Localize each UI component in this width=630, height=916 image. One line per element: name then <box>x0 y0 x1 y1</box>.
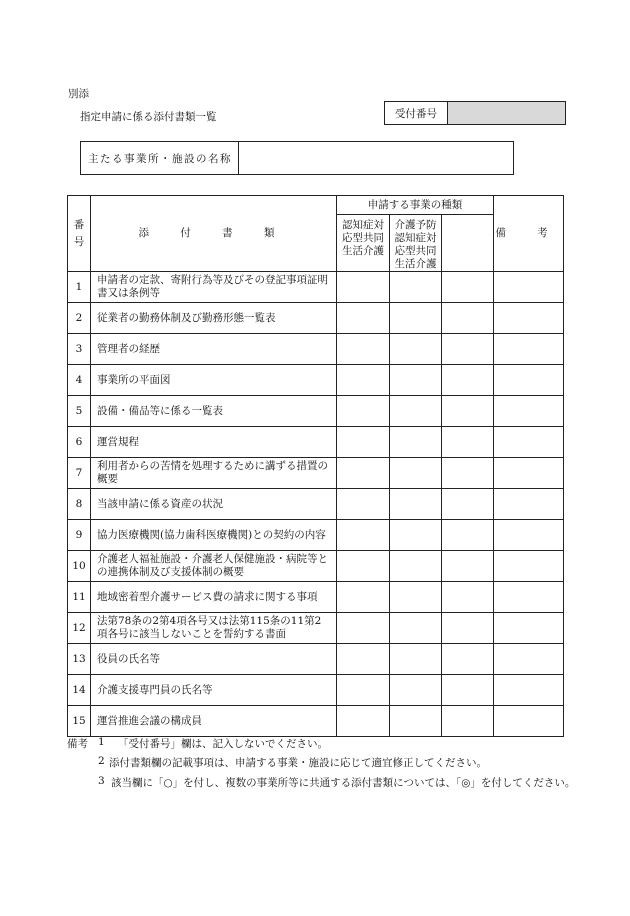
table-row <box>68 427 564 458</box>
row-number: 14 <box>68 675 91 706</box>
table-row <box>68 644 564 675</box>
header-documents: 添 付 書 類 <box>91 196 337 272</box>
row-number: 3 <box>68 334 91 365</box>
row-number: 8 <box>68 489 91 520</box>
note-2-text: 添付書類欄の記載事項は、申請する事業・施設に応じて適宜修正してください。 <box>109 757 487 769</box>
row-document-name: 運営推進会議の構成員 <box>91 706 337 737</box>
row-number: 12 <box>68 613 91 644</box>
table-row <box>68 520 564 551</box>
row-service-check-cell-1[interactable] <box>337 303 390 334</box>
row-service-check-cell-3[interactable] <box>442 675 494 706</box>
row-number: 6 <box>68 427 91 458</box>
note-2-number: 2 <box>98 755 105 767</box>
row-number: 5 <box>68 396 91 427</box>
row-service-check-cell-2[interactable] <box>390 675 442 706</box>
table-row <box>68 272 564 303</box>
row-document-name: 従業者の勤務体制及び勤務形態一覧表 <box>91 303 337 334</box>
row-remarks-cell[interactable] <box>494 675 564 706</box>
row-service-check-cell-2[interactable] <box>390 458 442 489</box>
row-remarks-cell[interactable] <box>494 520 564 551</box>
header-remarks: 備 考 <box>494 196 564 272</box>
row-service-check-cell-3[interactable] <box>442 334 494 365</box>
row-document-name: 利用者からの苦情を処理するために講ずる措置の概要 <box>91 458 337 489</box>
attachment-label: 別添 <box>68 88 89 100</box>
row-service-check-cell-1[interactable] <box>337 551 390 582</box>
row-remarks-cell[interactable] <box>494 582 564 613</box>
table-row <box>68 303 564 334</box>
row-document-name: 地域密着型介護サービス費の請求に関する事項 <box>91 582 337 613</box>
row-remarks-cell[interactable] <box>494 334 564 365</box>
row-document-name: 法第78条の2第4項各号又は法第115条の11第2項各号に該当しないことを誓約する書面 <box>91 613 337 644</box>
row-service-check-cell-2[interactable] <box>390 520 442 551</box>
table-row <box>68 582 564 613</box>
row-service-check-cell-3[interactable] <box>442 396 494 427</box>
row-document-name: 役員の氏名等 <box>91 644 337 675</box>
table-row <box>68 334 564 365</box>
row-service-check-cell-3[interactable] <box>442 582 494 613</box>
receipt-number-box <box>384 101 566 125</box>
row-document-name: 介護老人福祉施設・介護老人保健施設・病院等との連携体制及び支援体制の概要 <box>91 551 337 582</box>
row-number: 4 <box>68 365 91 396</box>
row-service-check-cell-2[interactable] <box>390 644 442 675</box>
row-document-name: 協力医療機関(協力歯科医療機関)との契約の内容 <box>91 520 337 551</box>
row-remarks-cell[interactable] <box>494 613 564 644</box>
table-row <box>68 706 564 737</box>
row-service-check-cell-2[interactable] <box>390 334 442 365</box>
row-service-check-cell-1[interactable] <box>337 272 390 303</box>
row-remarks-cell[interactable] <box>494 644 564 675</box>
row-service-check-cell-3[interactable] <box>442 644 494 675</box>
receipt-number-field[interactable] <box>448 102 565 124</box>
row-service-check-cell-3[interactable] <box>442 551 494 582</box>
row-service-check-cell-1[interactable] <box>337 706 390 737</box>
header-number-char-1: 番 <box>73 218 85 231</box>
row-document-name: 事業所の平面図 <box>91 365 337 396</box>
row-service-check-cell-3[interactable] <box>442 520 494 551</box>
table-row <box>68 613 564 644</box>
row-service-check-cell-1[interactable] <box>337 365 390 396</box>
row-remarks-cell[interactable] <box>494 365 564 396</box>
row-document-name: 介護支援専門員の氏名等 <box>91 675 337 706</box>
row-service-check-cell-1[interactable] <box>337 334 390 365</box>
row-service-check-cell-3[interactable] <box>442 489 494 520</box>
row-document-name: 当該申請に係る資産の状況 <box>91 489 337 520</box>
row-service-check-cell-1[interactable] <box>337 396 390 427</box>
row-document-name: 運営規程 <box>91 427 337 458</box>
attachment-document-table <box>67 195 564 737</box>
row-service-check-cell-2[interactable] <box>390 613 442 644</box>
header-service-type: 申請する事業の種類 <box>337 196 494 215</box>
row-service-check-cell-2[interactable] <box>390 303 442 334</box>
facility-name-box <box>80 141 514 175</box>
row-remarks-cell[interactable] <box>494 706 564 737</box>
note-3-text: 該当欄に「○」を付し、複数の事業所等に共通する添付書類については、「◎」を付してください。 <box>111 777 576 789</box>
row-document-name: 管理者の経歴 <box>91 334 337 365</box>
row-service-check-cell-2[interactable] <box>390 706 442 737</box>
row-number: 9 <box>68 520 91 551</box>
row-service-check-cell-2[interactable] <box>390 489 442 520</box>
note-1-text: 「受付番号」欄は、記入しないでください。 <box>118 738 328 750</box>
row-remarks-cell[interactable] <box>494 396 564 427</box>
note-3-number: 3 <box>98 775 105 787</box>
row-service-check-cell-3[interactable] <box>442 303 494 334</box>
table-row <box>68 551 564 582</box>
row-service-check-cell-2[interactable] <box>390 396 442 427</box>
row-remarks-cell[interactable] <box>494 272 564 303</box>
row-service-check-cell-2[interactable] <box>390 272 442 303</box>
facility-name-label: 主たる事業所・施設の名称 <box>81 142 239 174</box>
table-row <box>68 675 564 706</box>
notes-heading: 備考 <box>67 738 88 750</box>
document-title: 指定申請に係る添付書類一覧 <box>80 111 217 123</box>
facility-name-field[interactable] <box>239 142 513 174</box>
row-number: 15 <box>68 706 91 737</box>
row-document-name: 申請者の定款、寄附行為等及びその登記事項証明書又は条例等 <box>91 272 337 303</box>
row-remarks-cell[interactable] <box>494 489 564 520</box>
row-remarks-cell[interactable] <box>494 458 564 489</box>
row-number: 1 <box>68 272 91 303</box>
row-service-check-cell-3[interactable] <box>442 365 494 396</box>
row-service-check-cell-2[interactable] <box>390 427 442 458</box>
row-service-check-cell-1[interactable] <box>337 644 390 675</box>
row-service-check-cell-3[interactable] <box>442 706 494 737</box>
row-number: 7 <box>68 458 91 489</box>
row-number: 13 <box>68 644 91 675</box>
row-service-check-cell-1[interactable] <box>337 458 390 489</box>
row-remarks-cell[interactable] <box>494 551 564 582</box>
row-service-check-cell-1[interactable] <box>337 427 390 458</box>
header-service-2: 介護予防 認知症対 応型共同 生活介護 <box>390 215 442 272</box>
table-row <box>68 489 564 520</box>
row-service-check-cell-3[interactable] <box>442 272 494 303</box>
row-service-check-cell-3[interactable] <box>442 613 494 644</box>
row-document-name: 設備・備品等に係る一覧表 <box>91 396 337 427</box>
header-number <box>68 196 91 272</box>
header-number-char-2: 号 <box>73 235 85 248</box>
header-service-3 <box>442 215 494 272</box>
note-1-number: 1 <box>98 736 105 748</box>
receipt-number-label: 受付番号 <box>385 102 448 124</box>
table-row <box>68 365 564 396</box>
header-service-1: 認知症対 応型共同 生活介護 <box>337 215 390 272</box>
table-row <box>68 396 564 427</box>
row-service-check-cell-2[interactable] <box>390 365 442 396</box>
row-service-check-cell-3[interactable] <box>442 458 494 489</box>
row-remarks-cell[interactable] <box>494 303 564 334</box>
row-service-check-cell-2[interactable] <box>390 582 442 613</box>
row-number: 11 <box>68 582 91 613</box>
row-service-check-cell-1[interactable] <box>337 520 390 551</box>
row-service-check-cell-1[interactable] <box>337 582 390 613</box>
row-service-check-cell-1[interactable] <box>337 613 390 644</box>
row-service-check-cell-3[interactable] <box>442 427 494 458</box>
table-row <box>68 458 564 489</box>
row-service-check-cell-1[interactable] <box>337 489 390 520</box>
row-service-check-cell-1[interactable] <box>337 675 390 706</box>
row-service-check-cell-2[interactable] <box>390 551 442 582</box>
row-remarks-cell[interactable] <box>494 427 564 458</box>
row-number: 10 <box>68 551 91 582</box>
row-number: 2 <box>68 303 91 334</box>
